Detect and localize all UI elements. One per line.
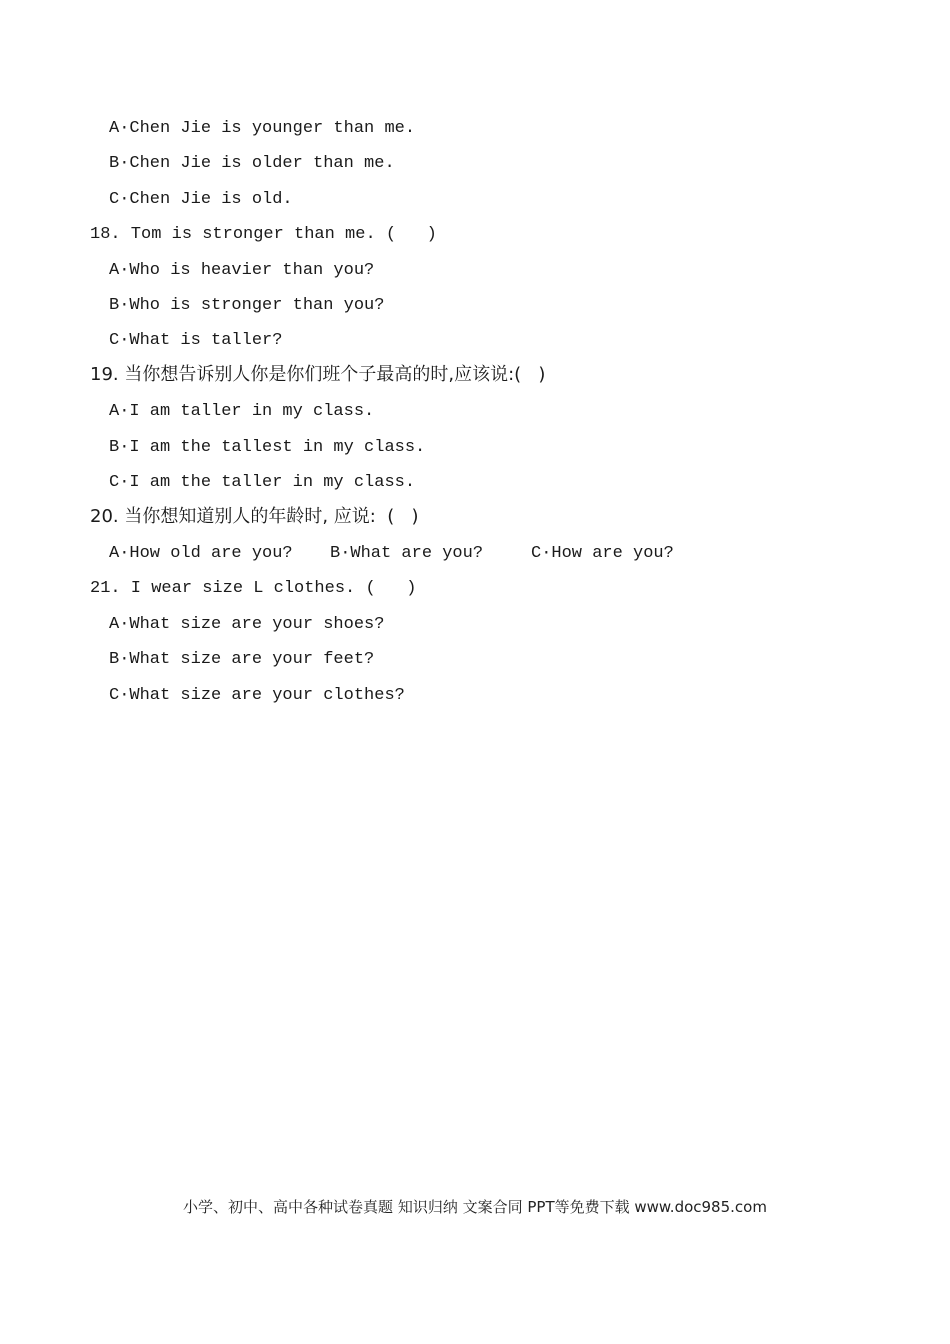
q17-option-b: B·Chen Jie is older than me. xyxy=(109,154,395,173)
footer-text: 小学、初中、高中各种试卷真题 知识归纳 文案合同 PPT等免费下载 www.doc985.com xyxy=(183,1198,767,1216)
q17-option-a: A·Chen Jie is younger than me. xyxy=(109,119,416,138)
q20-option-b: B·What are you? xyxy=(330,544,484,563)
q17-option-c: C·Chen Jie is old. xyxy=(109,190,293,209)
q20-option-c: C·How are you? xyxy=(531,544,674,563)
q19-stem: 19. 当你想告诉别人你是你们班个子最高的时,应该说:( ) xyxy=(90,364,546,385)
q21-option-b: B·What size are your feet? xyxy=(109,650,375,669)
q20-stem: 20. 当你想知道别人的年龄时, 应说: ( ) xyxy=(90,506,419,527)
q21-stem: 21. I wear size L clothes. ( ) xyxy=(90,579,417,598)
q20-option-a: A·How old are you? xyxy=(109,544,293,563)
q18-stem: 18. Tom is stronger than me. ( ) xyxy=(90,225,437,244)
q19-option-b: B·I am the tallest in my class. xyxy=(109,438,426,457)
q19-option-a: A·I am taller in my class. xyxy=(109,402,375,421)
q19-option-c: C·I am the taller in my class. xyxy=(109,473,416,492)
q21-option-a: A·What size are your shoes? xyxy=(109,615,385,634)
q18-option-b: B·Who is stronger than you? xyxy=(109,296,385,315)
q18-option-c: C·What is taller? xyxy=(109,331,283,350)
q18-option-a: A·Who is heavier than you? xyxy=(109,261,375,280)
q21-option-c: C·What size are your clothes? xyxy=(109,686,405,705)
